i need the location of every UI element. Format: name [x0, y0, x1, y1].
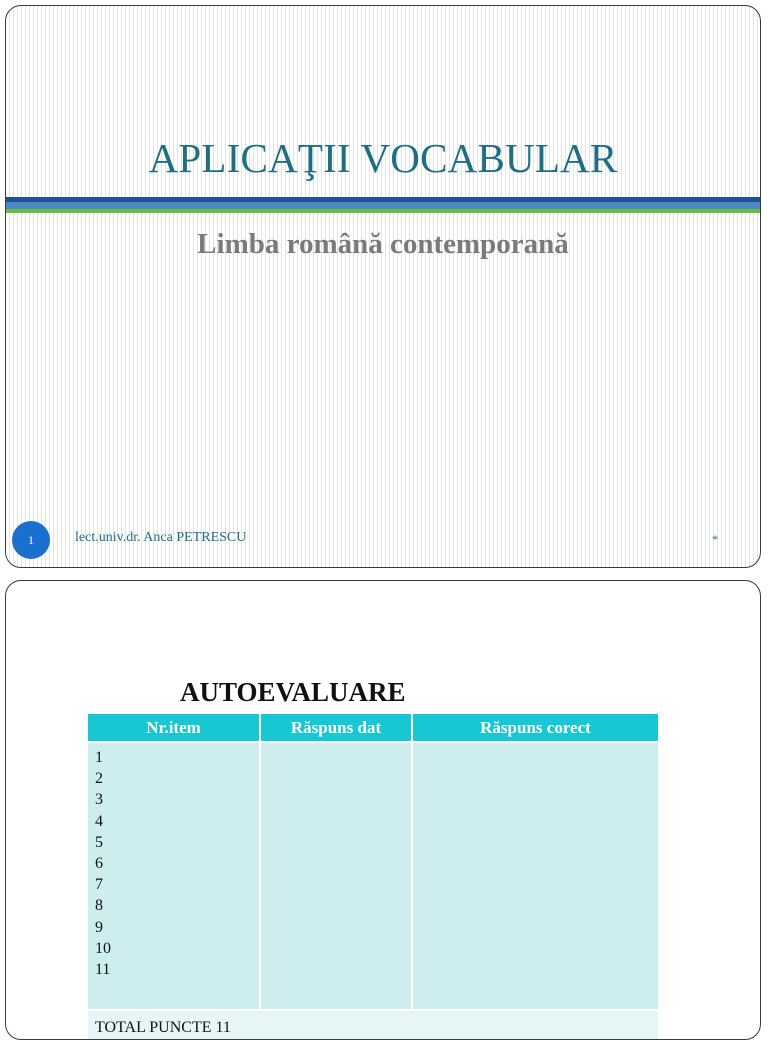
item-number: 5 — [95, 833, 103, 851]
item-number: 1 — [95, 749, 103, 766]
self-evaluation-slide — [5, 580, 761, 1040]
slide-number-badge: 1 — [12, 521, 50, 559]
column-header-correct-answer: Răspuns corect — [412, 714, 658, 742]
column-header-given-answer: Răspuns dat — [260, 714, 412, 742]
slide-subtitle: Limba română contemporană — [197, 228, 569, 260]
item-number: 11 — [95, 961, 111, 979]
item-number: 4 — [95, 812, 103, 830]
correct-answer-cell — [412, 742, 658, 1010]
footer-mark: * — [712, 532, 718, 546]
author-footer: lect.univ.dr. Anca PETRESCU — [75, 530, 247, 545]
item-number: 6 — [95, 855, 103, 873]
item-number: 3 — [95, 791, 103, 809]
title-divider-green — [6, 209, 760, 213]
item-number: 8 — [95, 897, 103, 915]
given-answer-cell — [260, 742, 412, 1010]
title-divider-blue — [6, 202, 760, 209]
table-total-row — [88, 1010, 658, 1040]
column-header-item: Nr.item — [88, 714, 260, 742]
table-row — [88, 742, 658, 1010]
slide-title: AUTOEVALUARE — [180, 677, 406, 707]
item-number: 7 — [95, 876, 103, 894]
item-numbers-cell — [88, 742, 260, 1010]
item-number: 10 — [95, 939, 111, 957]
slide-title: APLICAŢII VOCABULAR — [148, 135, 618, 181]
table-header-row — [88, 714, 658, 742]
total-points: TOTAL PUNCTE 11 — [88, 1010, 658, 1040]
title-slide — [5, 5, 761, 568]
item-number: 2 — [95, 770, 103, 788]
evaluation-table — [88, 714, 658, 1040]
item-number: 9 — [95, 918, 103, 936]
